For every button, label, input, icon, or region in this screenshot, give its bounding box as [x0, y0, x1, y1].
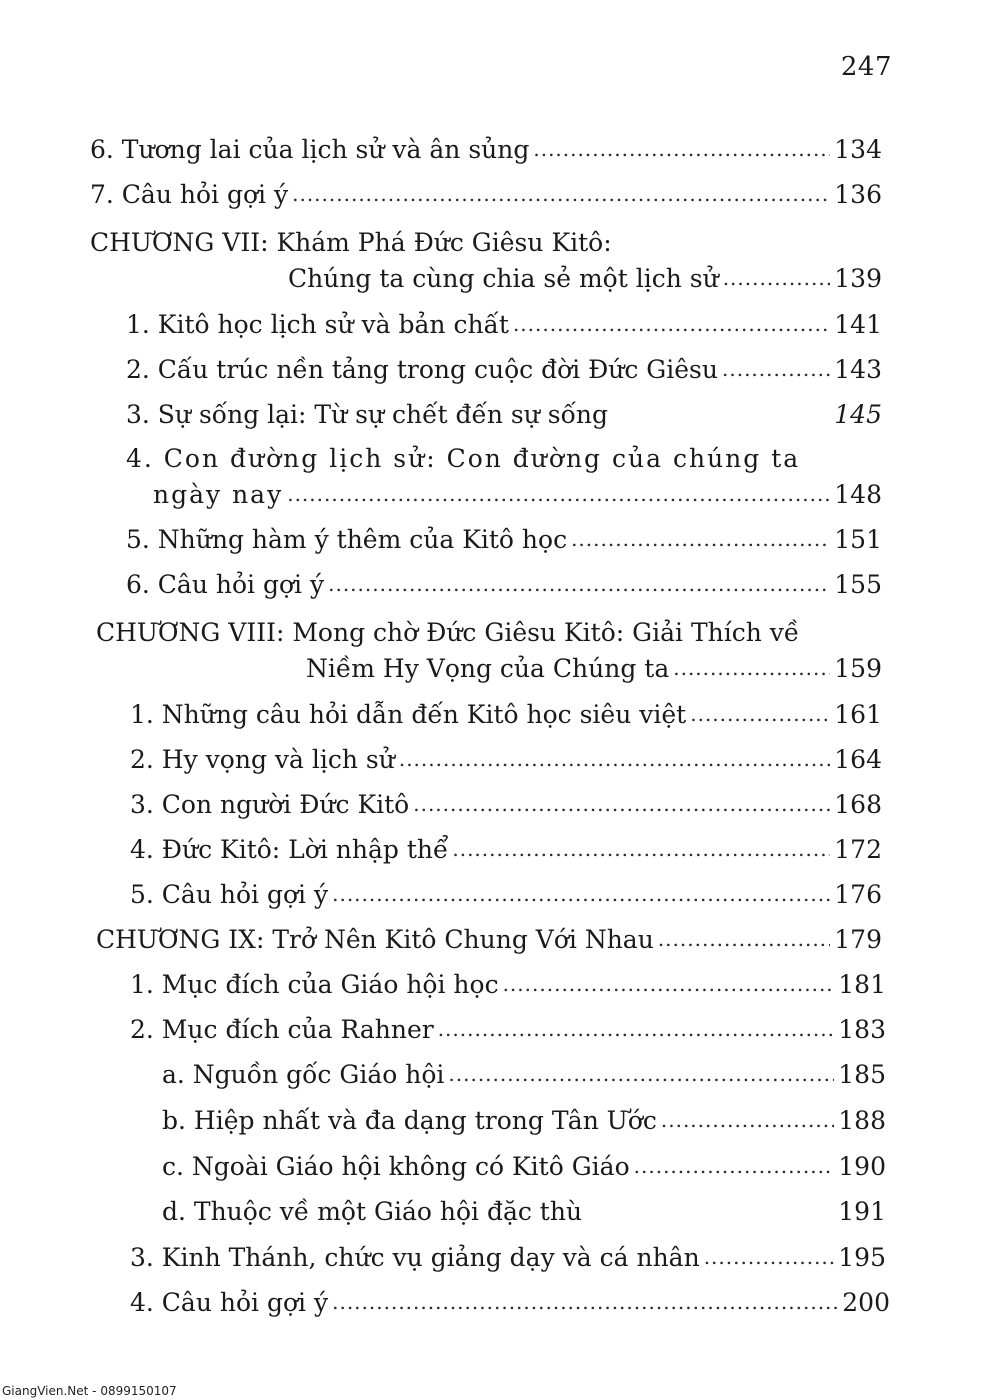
toc-subentry — [162, 1197, 886, 1228]
leader-dots — [328, 568, 830, 599]
toc-entry-page: 143 — [834, 355, 882, 384]
leader-dots — [503, 968, 835, 999]
toc-entry-text: 2. Hy vọng và lịch sử — [130, 745, 395, 774]
toc-entry-text: 3. Kinh Thánh, chức vụ giảng dạy và cá nhân — [130, 1243, 700, 1272]
leader-dots — [292, 178, 830, 209]
toc-entry — [130, 835, 882, 866]
toc-entry — [126, 570, 882, 601]
toc-entry-page: 161 — [834, 700, 882, 729]
leader-dots — [332, 1286, 838, 1317]
toc-entry — [90, 135, 882, 166]
toc-subentry — [162, 1152, 886, 1183]
leader-dots — [438, 1013, 835, 1044]
toc-entry-page: 136 — [834, 180, 882, 209]
toc-entry — [126, 310, 882, 341]
toc-entry-page: 139 — [834, 264, 882, 293]
toc-entry — [126, 400, 882, 431]
toc-entry-page: 191 — [838, 1197, 886, 1226]
leader-dots — [332, 878, 830, 909]
toc-entry-text: 2. Cấu trúc nền tảng trong cuộc đời Đức Giêsu — [126, 355, 718, 384]
chapter-title: CHƯƠNG VII: Khám Phá Đức Giêsu Kitô: — [90, 228, 612, 257]
leader-dots — [571, 523, 830, 554]
toc-entry-text: 1. Mục đích của Giáo hội học — [130, 970, 499, 999]
toc-entry-page: 200 — [842, 1288, 890, 1317]
toc-entry-page: 145 — [834, 400, 882, 429]
toc-entry — [288, 264, 882, 295]
leader-dots — [661, 1104, 834, 1135]
leader-dots — [448, 1058, 834, 1089]
chapter-title: CHƯƠNG VIII: Mong chờ Đức Giêsu Kitô: Giải Thích về — [96, 618, 800, 647]
toc-entry-text: 3. Con người Đức Kitô — [130, 790, 410, 819]
toc-entry-text: 1. Kitô học lịch sử và bản chất — [126, 310, 509, 339]
toc-entry-page: 164 — [834, 745, 882, 774]
leader-dots — [287, 478, 830, 509]
toc-entry — [126, 355, 882, 386]
toc-entry-text: Chúng ta cùng chia sẻ một lịch sử — [288, 264, 719, 293]
toc-entry-text: Niềm Hy Vọng của Chúng ta — [306, 654, 670, 683]
toc-entry — [306, 654, 882, 685]
leader-dots — [690, 698, 830, 729]
toc-entry-text: 7. Câu hỏi gợi ý — [90, 180, 289, 209]
toc-entry — [153, 480, 882, 511]
leader-dots — [658, 923, 830, 954]
leader-dots — [704, 1241, 835, 1272]
toc-entry-page: 148 — [834, 480, 882, 509]
leader-dots — [513, 308, 830, 339]
toc-entry-page: 176 — [834, 880, 882, 909]
toc-entry — [130, 790, 882, 821]
leader-dots — [723, 262, 831, 293]
leader-dots — [533, 133, 830, 164]
toc-entry-page: 181 — [838, 970, 886, 999]
toc-entry-page: 134 — [834, 135, 882, 164]
toc-entry — [126, 525, 882, 556]
toc-entry-text: a. Nguồn gốc Giáo hội — [162, 1060, 445, 1089]
toc-entry — [90, 180, 882, 211]
toc-entry-text: 5. Những hàm ý thêm của Kitô học — [126, 525, 568, 554]
toc-entry-page: 172 — [834, 835, 882, 864]
toc-entry-text: 1. Những câu hỏi dẫn đến Kitô học siêu việt — [130, 700, 687, 729]
toc-entry — [130, 1288, 890, 1319]
toc-entry-page: 151 — [834, 525, 882, 554]
toc-entry-text: b. Hiệp nhất và đa dạng trong Tân Ước — [162, 1106, 657, 1135]
toc-entry-text: 4. Câu hỏi gợi ý — [130, 1288, 329, 1317]
toc-entry-text: 6. Câu hỏi gợi ý — [126, 570, 325, 599]
toc-entry-page: 159 — [834, 654, 882, 683]
page-number: 247 — [840, 52, 892, 82]
leader-dots — [399, 743, 830, 774]
toc-entry-text: 2. Mục đích của Rahner — [130, 1015, 434, 1044]
toc-entry-text: 3. Sự sống lại: Từ sự chết đến sự sống — [126, 400, 609, 429]
toc-entry-text: 4. Con đường lịch sử: Con đường của chúng ta — [126, 444, 801, 473]
toc-entry — [130, 1243, 886, 1274]
toc-entry-page: 188 — [838, 1106, 886, 1135]
toc-entry — [130, 700, 882, 731]
toc-entry-page: 195 — [838, 1243, 886, 1272]
leader-dots — [452, 833, 830, 864]
toc-entry — [130, 880, 882, 911]
toc-entry-page: 179 — [834, 925, 882, 954]
leader-dots — [673, 652, 830, 683]
toc-subentry — [162, 1060, 886, 1091]
leader-dots — [413, 788, 830, 819]
toc-entry — [130, 745, 882, 776]
toc-entry-page: 141 — [834, 310, 882, 339]
toc-entry-page: 185 — [838, 1060, 886, 1089]
toc-entry — [130, 970, 886, 1001]
watermark: GiangVien.Net - 0899150107 — [2, 1384, 177, 1398]
toc-entry-page: 183 — [838, 1015, 886, 1044]
toc-entry-text: c. Ngoài Giáo hội không có Kitô Giáo — [162, 1152, 630, 1181]
toc-entry-text: 6. Tương lai của lịch sử và ân sủng — [90, 135, 530, 164]
toc-entry-page: 168 — [834, 790, 882, 819]
chapter-entry — [96, 925, 882, 956]
toc-entry-page: 155 — [834, 570, 882, 599]
toc-entry — [130, 1015, 886, 1046]
leader-dots — [722, 353, 830, 384]
toc-entry-text: ngày nay — [153, 480, 284, 509]
toc-entry-text: CHƯƠNG IX: Trở Nên Kitô Chung Với Nhau — [96, 925, 654, 954]
toc-entry-text: d. Thuộc về một Giáo hội đặc thù — [162, 1197, 583, 1226]
toc-entry-text: 4. Đức Kitô: Lời nhập thể — [130, 835, 449, 864]
toc-subentry — [162, 1106, 886, 1137]
leader-dots — [634, 1150, 835, 1181]
toc-entry-page: 190 — [838, 1152, 886, 1181]
toc-entry-text: 5. Câu hỏi gợi ý — [130, 880, 329, 909]
